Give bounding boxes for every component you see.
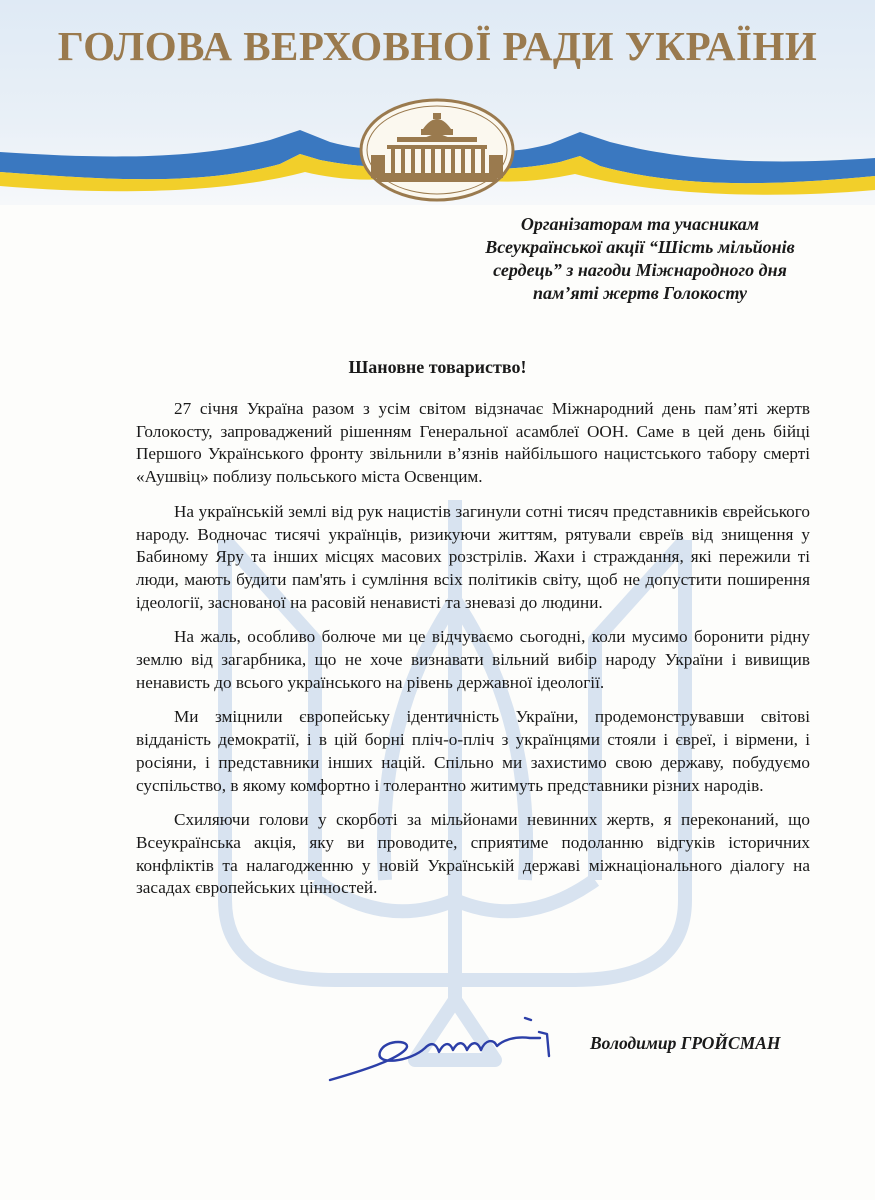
body-paragraph: Схиляючи голови у скорботі за мільйонами невинних жертв, я переконаний, що Всеукраїнська акція, яку ви проводите, сприятиме подоланню відгуків історичних конфліктів та налагодженню у новій Українській державі міжнаціонального діалогу на засадах європейських цінностей. [136,810,810,898]
parliament-building-icon [357,95,517,205]
body-paragraph: На жаль, особливо болюче ми це відчуваємо сьогодні, коли мусимо боронити рідну землю від загарбника, що не хоче визнавати вільний вибір народу України і вивищив ненависть до всього українського на рівень державної ідеології. [136,627,810,692]
letter-body [136,398,810,912]
salutation: Шановне товариство! [348,357,527,377]
addressee-line: пам’яті жертв Голокосту [532,283,747,303]
addressee-line: Всеукраїнської акції “Шість мільйонів [485,237,795,257]
handwritten-signature-icon [325,1010,570,1090]
body-paragraph: Ми зміцнили європейську ідентичність України, продемонструвавши світові відданість демократії, і в цій борні пліч-о-пліч з українцями стояли і євреї, і вірмени, і росіяни, і представники інших націй. Спільно ми захистимо свою державу, побудуємо суспільство, в якому комфортно і толерантно житимуть представники різних народів. [136,707,810,795]
signatory-name: Володимир ГРОЙСМАН [590,1033,781,1053]
body-paragraph: На українській землі від рук нацистів загинули сотні тисяч представників єврейського народу. Водночас тисячі українців, ризикуючи життям, рятували євреїв від знищення у Бабиному Яру та інших місцях масових розстрілів. Жахи і страждання, які пережили ті люди, мають будити пам'ять і сумління всіх політиків світу, щоб не допустити поширення ідеології, заснованої на расовій ненависті та зневазі до людини. [136,501,810,612]
letterhead-title: ГОЛОВА ВЕРХОВНОЇ РАДИ УКРАЇНИ [57,23,818,69]
addressee-line: Організаторам та учасникам [520,214,760,234]
body-paragraph: 27 січня Україна разом з усім світом відзначає Міжнародний день пам’яті жертв Голокосту, запроваджений рішенням Генеральної асамблеї ООН. Саме в цей день бійці Першого Українського фронту звільнили в’язнів найбільшого нацистського табору смерті «Аушвіц» поблизу польського міста Освенцим. [136,399,810,487]
addressee-block [440,213,840,305]
addressee-line: сердець” з нагоди Міжнародного дня [493,260,787,280]
